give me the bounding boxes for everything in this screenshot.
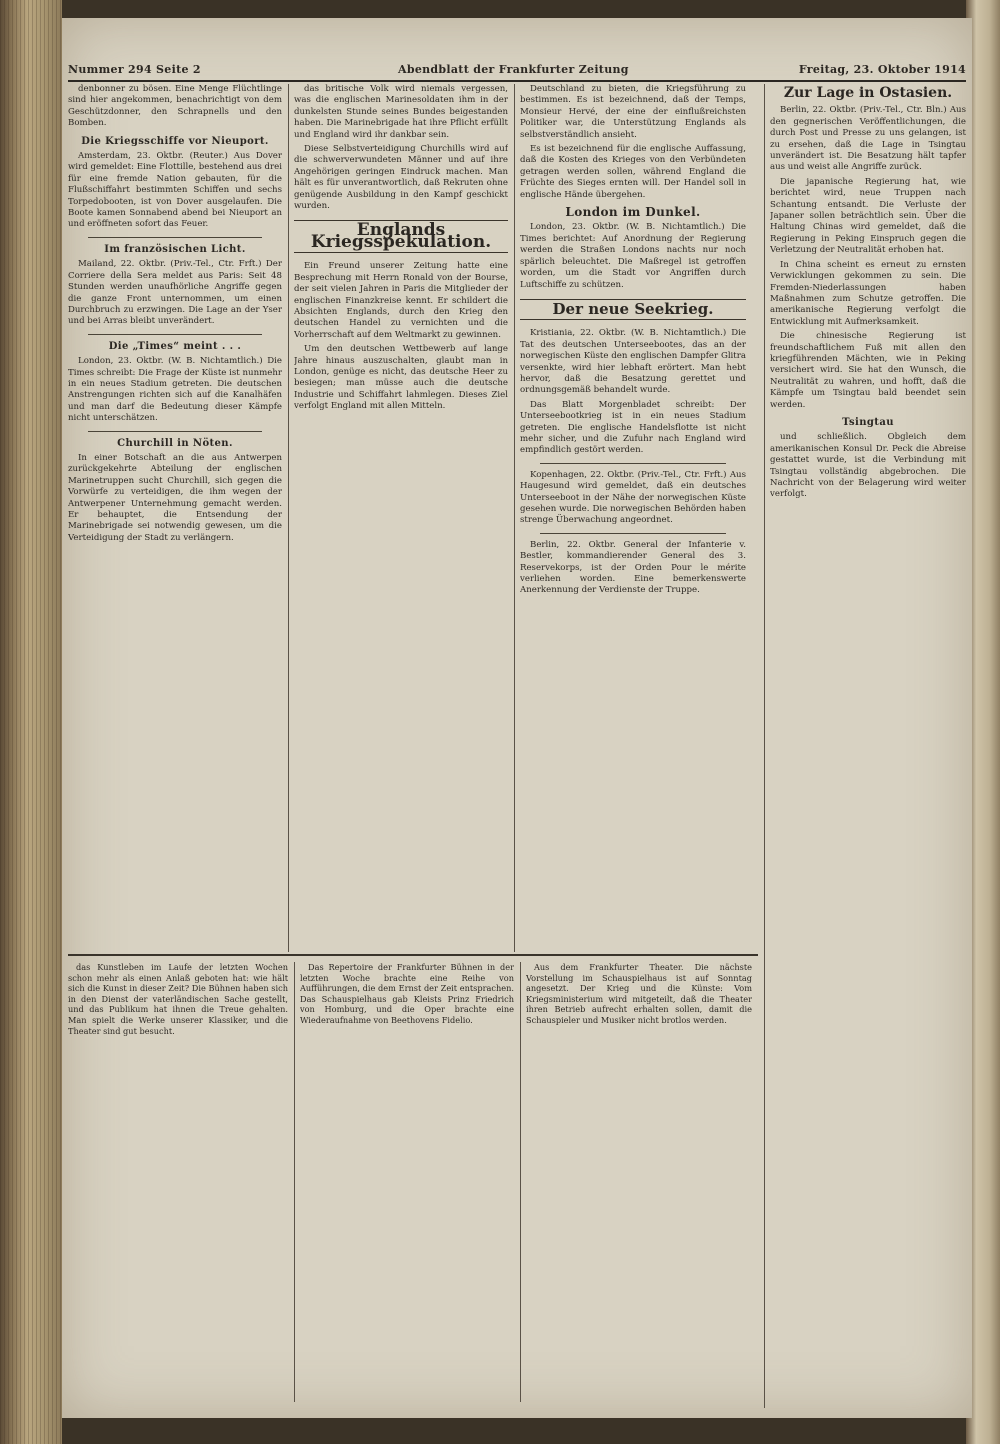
heading-times: Die „Times“ meint . . .	[108, 340, 242, 352]
news-berlin-general: Berlin, 22. Oktbr. General der Infanterie v. Bestler, kommandierender General des 3. Reservekorps, ist der Orden Pour le mérite verliehen worden. Eine bemerkenswerte Anerkennung der Verdienste der Truppe.	[520, 539, 746, 596]
col2-text-a: das britische Volk wird niemals vergessen, was die englischen Marinesoldaten ihm in der dunkelsten Stunde seines Bundes beigestanden haben. Die Marinebrigade hat ihre Pflicht erfüllt und England wird ihr dankbar sein.	[294, 84, 508, 140]
col4-text-a: Berlin, 22. Oktbr. (Priv.-Tel., Ctr. Bln.) Aus den gegnerischen Veröffentlichungen, die durch Post und Presse zu uns gelangen, ist zu ersehen, daß die Lage in Tsingtau unverändert ist. Die Besatzung hält tapfer aus und weist alle Angriffe zurück.	[770, 105, 966, 173]
column-rule	[288, 84, 289, 952]
column-3	[520, 84, 746, 952]
article-tsingtau: und schließlich. Obgleich dem amerikanischen Konsul Dr. Peck die Abreise gestattet wurde, ist die Verbindung mit Tsingtau vollständig abgebrochen. Die Nachricht von der Belagerung wird weiter verfolgt.	[770, 432, 966, 500]
book-binding-edge	[0, 0, 62, 1444]
feuilleton-col-1	[68, 962, 288, 1402]
separator	[88, 431, 262, 432]
heading-churchill: Churchill in Nöten.	[117, 437, 233, 449]
separator	[88, 334, 262, 335]
feuilleton-rule-v	[294, 962, 295, 1402]
heading-englands-kriegsspekulation: Englands Kriegsspekulation.	[294, 220, 508, 253]
heading-london-dunkel: London im Dunkel.	[565, 205, 701, 220]
feuilleton-section	[68, 956, 758, 1408]
header-date: Freitag, 23. Oktober 1914	[798, 63, 966, 76]
feuilleton-text-1: das Kunstleben im Laufe der letzten Wochen schon mehr als einen Anlaß geboten hat: wie hält sich die Kunst in dieser Zeit? Die Bühnen haben sich in den Dienst der vaterländischen Sache gestellt, und das Publikum hat ihnen die Treue gehalten. Man spielt die Werke unserer Klassiker, und die Theater sind gut besucht.	[68, 962, 288, 1036]
col2-text-d: Um den deutschen Wettbewerb auf lange Jahre hinaus auszuschalten, glaubt man in London, genüge es nicht, das deutsche Heer zu besiegen; man müsse auch die deutsche Industrie und Schiffahrt lahmlegen. Dieses Ziel verfolgt England mit allen Mitteln.	[294, 344, 508, 412]
header-masthead: Abendblatt der Frankfurter Zeitung	[398, 63, 629, 76]
col3-text-a: Deutschland zu bieten, die Kriegsführung zu bestimmen. Es ist bezeichnend, daß der Temps, Monsieur Hervé, der eine der einflußreichsten Politiker war, die Unterstützung Englands als selbstverständlich ansieht.	[520, 84, 746, 140]
newspaper-page	[62, 18, 972, 1418]
feuilleton-col-2	[300, 962, 514, 1402]
separator	[540, 463, 726, 464]
col3-text-b: Es ist bezeichnend für die englische Auffassung, daß die Kosten des Krieges von den Verbündeten getragen werden sollen, während England die Früchte des Sieges ernten will. Der Handel soll in englische Hände übergehen.	[520, 144, 746, 200]
feuilleton-text-3: Aus dem Frankfurter Theater. Die nächste Vorstellung im Schauspielhaus ist auf Sonntag angesetzt. Der Krieg und die Künste: Vom Kriegsministerium wird mitgeteilt, daß die Theater ihren Betrieb aufrecht erhalten sollen, damit die Schauspieler und Musiker nicht brotlos werden.	[526, 962, 752, 1025]
col2-text-c: Ein Freund unserer Zeitung hatte eine Besprechung mit Herrn Ronald von der Bourse, der seit vielen Jahren in Paris die Mitglieder der englischen Finanzkreise kennt. Er schildert die Absichten Englands, durch den Krieg den deutschen Handel zu vernichten und die Vorherrschaft auf dem Weltmarkt zu gewinnen.	[294, 261, 508, 340]
separator	[88, 237, 262, 238]
heading-franzoesisch: Im französischen Licht.	[104, 243, 246, 255]
column-rule	[514, 84, 515, 952]
feuilleton-rule-v	[520, 962, 521, 1402]
heading-lage-ostasien: Zur Lage in Ostasien.	[783, 85, 953, 101]
article-franzoesisch: Mailand, 22. Oktbr. (Priv.-Tel., Ctr. Frft.) Der Corriere della Sera meldet aus Paris: Seit 48 Stunden werden unaufhörliche Angriffe gegen die ganze Front unternommen, um einen Durchbruch zu erzwingen. Die Lage an der Yser und bei Arras bleibt unverändert.	[68, 259, 282, 327]
heading-kriegsschiffe: Die Kriegsschiffe vor Nieuport.	[81, 135, 269, 147]
article-kriegsschiffe: Amsterdam, 23. Oktbr. (Reuter.) Aus Dover wird gemeldet: Eine Flottille, bestehend aus drei für eine fremde Nation gebauten, für die Flußschiffahrt bestimmten Schiffen und sechs Torpedobooten, ist von Dover ausgelaufen. Die Boote kamen Sonnabend abend bei Nieuport an und eröffneten sofort das Feuer.	[68, 151, 282, 230]
article-neuer-seekrieg: Kristiania, 22. Oktbr. (W. B. Nichtamtlich.) Die Tat des deutschen Unterseebootes, das an der norwegischen Küste den englischen Dampfer Glitra versenkte, wird hier lebhaft erörtert. Man hebt hervor, daß die Besatzung gerettet und ordnungsgemäß behandelt wurde.	[520, 328, 746, 396]
heading-tsingtau: Tsingtau	[842, 416, 894, 428]
feuilleton-text-2: Das Repertoire der Frankfurter Bühnen in der letzten Woche brachte eine Reihe von Aufführungen, die dem Ernst der Zeit entsprachen. Das Schauspielhaus gab Kleists Prinz Friedrich von Homburg, und die Oper brachte eine Wiederaufnahme von Beethovens Fidelio.	[300, 962, 514, 1025]
article-churchill: In einer Botschaft an die aus Antwerpen zurückgekehrte Abteilung der englischen Marinetruppen sucht Churchill, sich gegen die Vorwürfe zu verteidigen, die ihm wegen der Antwerpener Unternehmung gemacht werden. Er behauptet, die Entsendung der Marinebrigade sei notwendig gewesen, um die Verteidigung der Stadt zu verlängern.	[68, 452, 282, 543]
column-rule	[764, 84, 765, 1408]
column-2	[294, 84, 508, 952]
col4-text-b: Die japanische Regierung hat, wie berichtet wird, neue Truppen nach Schantung entsandt. Die Verluste der Japaner sollen beträchtlich sein. Über die Haltung Chinas wird gemeldet, daß die Regierung in Peking Einspruch gegen die Verletzung der Neutralität erhoben hat.	[770, 176, 966, 256]
header-issue: Nummer 294 Seite 2	[68, 63, 201, 76]
col2-text-b: Diese Selbstverteidigung Churchills wird auf die schwerverwundeten Männer und auf ihre Angehörigen geringen Eindruck machen. Man hält es für unverantwortlich, daß Rekruten ohne genügende Ausbildung in den Kampf geschickt wurden.	[294, 144, 508, 212]
article-neuer-seekrieg-b: Das Blatt Morgenbladet schreibt: Der Unterseebootkrieg ist in ein neues Stadium getreten. Die englische Handelsflotte ist nicht mehr sicher, und die Zufuhr nach England wird empfindlich gestört werden.	[520, 399, 746, 456]
col4-text-d: Die chinesische Regierung ist freundschaftlichem Fuß mit allen den kriegführenden Mächten, wie in Peking versichert wird. Sie hat den Wunsch, die Neutralität zu wahren, und hofft, daß die Kämpfe um Tsingtau bald beendet sein werden.	[770, 331, 966, 410]
article-london-dunkel: London, 23. Oktbr. (W. B. Nichtamtlich.) Die Times berichtet: Auf Anordnung der Regierung werden die Straßen Londons nachts nur noch spärlich beleuchtet. Die Maßregel ist getroffen worden, um die Stadt vor Angriffen durch Luftschiffe zu schützen.	[520, 222, 746, 290]
separator	[540, 533, 726, 534]
news-kopenhagen: Kopenhagen, 22. Oktbr. (Priv.-Tel., Ctr. Frft.) Aus Haugesund wird gemeldet, daß ein deutsches Unterseeboot in der Nähe der norwegischen Küste gesehen wurde. Die norwegischen Behörden haben strenge Überwachung angeordnet.	[520, 469, 746, 526]
feuilleton-col-3	[526, 962, 752, 1402]
column-1	[68, 84, 282, 952]
column-4	[770, 84, 966, 1408]
col4-text-c: In China scheint es erneut zu ernsten Verwicklungen gekommen zu sein. Die Fremden-Niederlassungen haben Maßnahmen zum Schutze getroffen. Die amerikanische Regierung verfolgt die Entwicklung mit Aufmerksamkeit.	[770, 259, 966, 327]
heading-neuer-seekrieg: Der neue Seekrieg.	[520, 299, 746, 320]
col1-intro: denbonner zu bösen. Eine Menge Flüchtlinge sind hier angekommen, benachrichtigt von dem Geschützdonner, den Schrapnells und den Bomben.	[68, 84, 282, 129]
article-times: London, 23. Oktbr. (W. B. Nichtamtlich.) Die Times schreibt: Die Frage der Küste ist nunmehr in ein neues Stadium getreten. Die deutschen Anstrengungen richten sich auf die Kanalhäfen und man darf die Bedeutung dieser Kämpfe nicht unterschätzen.	[68, 356, 282, 424]
page-header	[68, 56, 966, 82]
